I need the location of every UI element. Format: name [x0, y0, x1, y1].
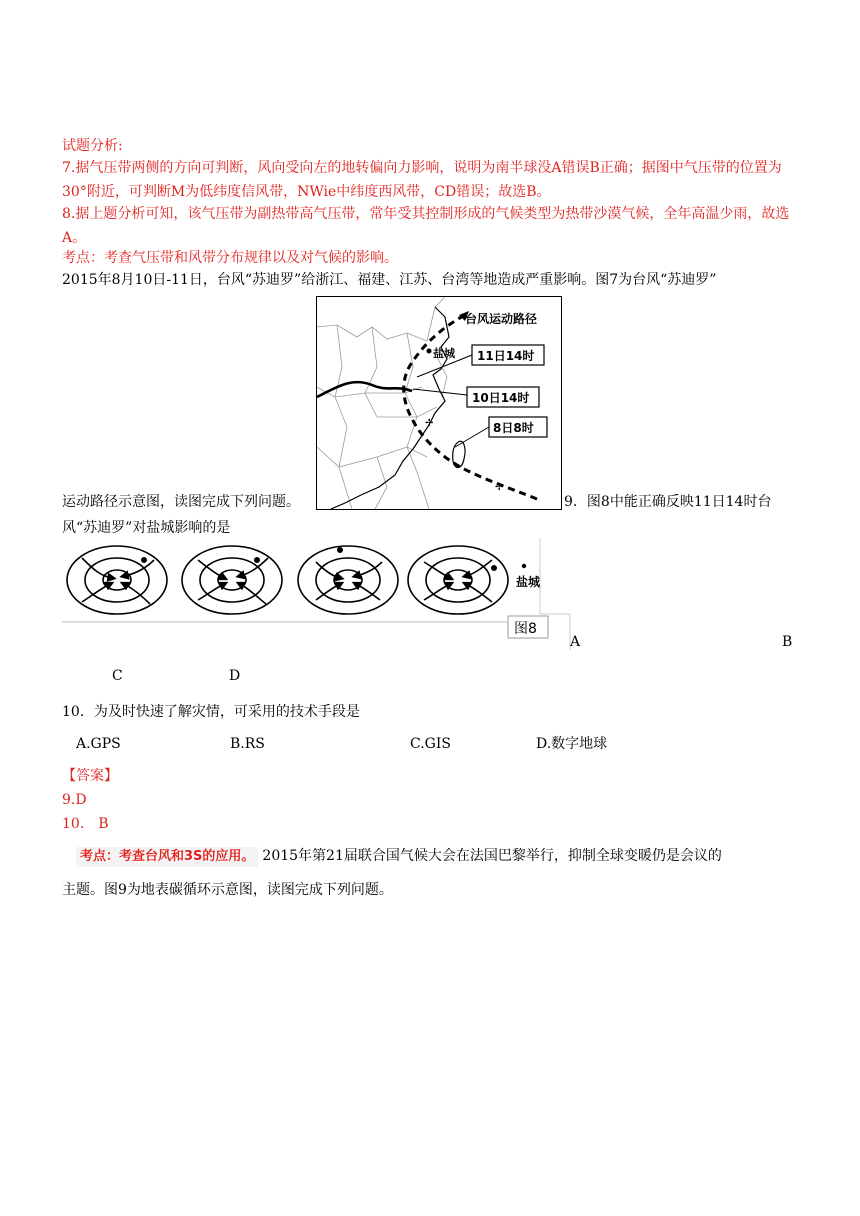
analysis-q7: 7.据气压带两侧的方向可判断，风向受向左的地转偏向力影响，说明为南半球没A错误B正确；据图中气压带的位置为30°附近，可判断M为低纬度信风带，NWie中纬度西风带，CD错误；故选B。	[62, 160, 782, 200]
figure-8-svg	[62, 538, 572, 650]
q10-option-b: B.RS	[230, 736, 265, 752]
map-label-11: 11日14时	[477, 349, 535, 363]
q10-option-a: A.GPS	[76, 736, 121, 752]
yancheng-dot	[427, 349, 432, 354]
q10-option-c: C.GIS	[410, 736, 451, 752]
intro-line2: 运动路径示意图，读图完成下列问题。	[62, 494, 300, 510]
fig8-city-label: 盐城	[516, 575, 541, 589]
analysis-q8: 8.据上题分析可知，该气压带为副热带高气压带，常年受其控制形成的气候类型为热带沙漠气候，全年高温少雨，故选A。	[62, 206, 790, 246]
cyclone-option-c	[298, 546, 398, 614]
option-c-label: C	[112, 668, 123, 684]
track-marker: ✢	[495, 482, 504, 493]
intro-line1: 2015年8月10日-11日，台风“苏迪罗”给浙江、福建、江苏、台湾等地造成严重影响。图7为台风“苏迪罗”	[62, 272, 717, 288]
cyclone-option-d	[408, 546, 508, 614]
province-boundaries	[317, 297, 447, 509]
fig8-caption: 图8	[514, 621, 537, 637]
option-a-label: A	[570, 634, 581, 650]
answer-heading: 【答案】	[62, 768, 118, 784]
track-marker: ✢	[425, 418, 434, 429]
typhoon-track-map	[316, 296, 562, 510]
q9-stem-part1: 9．图8中能正确反映11日14时台	[564, 494, 772, 510]
map-legend-label: 台风运动路径	[465, 312, 538, 326]
coastline	[331, 307, 449, 509]
map-label-8: 8日8时	[493, 421, 534, 435]
option-d-label: D	[229, 668, 241, 684]
footer-line2: 主题。图9为地表碳循环示意图，读图完成下列问题。	[62, 882, 393, 898]
q10-option-d: D.数字地球	[536, 736, 608, 752]
cyclone-option-a	[67, 546, 167, 614]
map-city-label: 盐城	[433, 347, 455, 360]
q10-stem: 10．为及时快速了解灾情，可采用的技术手段是	[62, 704, 360, 720]
option-b-label: B	[782, 634, 793, 650]
footer-kaodian: 考点：考查台风和3S的应用。	[76, 847, 258, 867]
figure-8	[62, 538, 572, 650]
figure-8-legend	[508, 538, 570, 650]
typhoon-map-svg	[317, 297, 561, 509]
footer-line1: 2015年第21届联合国气候大会在法国巴黎举行，抑制全球变暖仍是会议的	[262, 848, 722, 864]
analysis-kaodian: 考点：考查气压带和风带分布规律以及对气候的影响。	[62, 250, 398, 266]
analysis-heading: 试题分析:	[62, 138, 123, 154]
footer-line1-wrap	[76, 846, 722, 867]
leader-line-8	[455, 427, 489, 447]
q9-stem-part2: 风“苏迪罗”对盐城影响的是	[62, 520, 231, 536]
answer-10: 10. B	[62, 816, 109, 832]
answer-9: 9.D	[62, 792, 87, 808]
cyclone-option-b	[182, 546, 282, 614]
map-label-10: 10日14时	[472, 391, 530, 405]
